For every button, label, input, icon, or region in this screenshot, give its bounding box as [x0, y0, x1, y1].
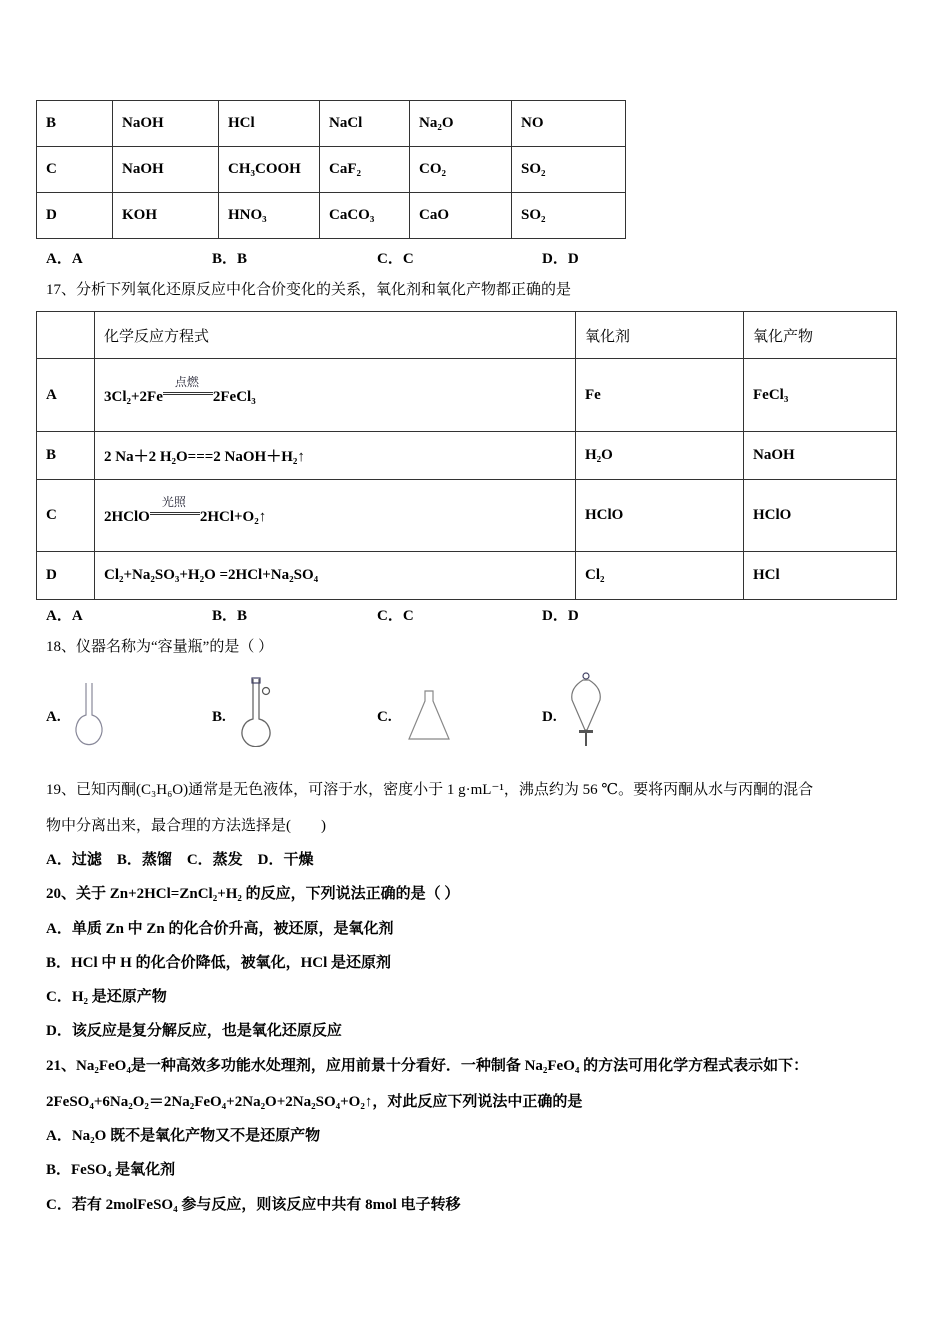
cell: Cl₂ — [576, 552, 744, 600]
round-bottom-flask-icon — [72, 675, 106, 747]
header-cell — [37, 312, 95, 359]
table-row — [37, 193, 626, 239]
equation-cell: 2 Na＋2 H₂O===2 NaOH＋H₂↑ — [95, 432, 576, 480]
cell: NaOH — [744, 432, 897, 480]
cell: Na₂O — [410, 101, 512, 147]
q21-option-a: A．Na₂O 既不是氧化产物又不是还原产物 — [46, 1128, 321, 1144]
reaction-condition — [163, 374, 213, 401]
equation-cell: Cl₂+Na₂SO₃+H₂O =2HCl+Na₂SO₄ — [95, 552, 576, 600]
cell: D — [37, 552, 95, 600]
equation-left: 2HClO — [104, 509, 150, 525]
separatory-funnel-icon — [566, 668, 606, 750]
q20-option-c: C．H₂ 是还原产物 — [46, 989, 167, 1005]
q17-option-a: A．A — [46, 608, 83, 624]
cell: H₂O — [576, 432, 744, 480]
cell: C — [37, 147, 113, 193]
header-cell: 化学反应方程式 — [95, 312, 576, 359]
q19-options: A．过滤 B．蒸馏 C．蒸发 D．干燥 — [46, 852, 314, 868]
q17-option-c: C．C — [377, 608, 414, 624]
table-row — [37, 359, 897, 432]
header-cell: 氧化剂 — [576, 312, 744, 359]
q21-line1: 21、Na₂FeO₄是一种高效多功能水处理剂，应用前景十分看好．一种制备 Na₂FeO₄ 的方法可用化学方程式表示如下： — [46, 1058, 809, 1074]
q17-option-d: D．D — [542, 608, 579, 624]
q20-option-a: A．单质 Zn 中 Zn 的化合价升高，被还原，是氧化剂 — [46, 921, 394, 937]
cell: C — [37, 480, 95, 552]
cell: CaCO₃ — [320, 193, 410, 239]
q18-option-a: A. — [46, 709, 61, 725]
table-row — [37, 480, 897, 552]
table-row — [37, 101, 626, 147]
cell: D — [37, 193, 113, 239]
cell: B — [37, 432, 95, 480]
table-row — [37, 147, 626, 193]
conical-flask-icon — [405, 675, 455, 747]
q16-option-d: D．D — [542, 251, 579, 267]
equation-left: 3Cl₂+2Fe — [104, 388, 163, 405]
q18-stem: 18、仪器名称为“容量瓶”的是（ ） — [46, 639, 274, 655]
q16-option-c: C．C — [377, 251, 414, 267]
q20-option-b: B．HCl 中 H 的化合价降低，被氧化，HCl 是还原剂 — [46, 955, 392, 971]
q18-option-c: C. — [377, 709, 392, 725]
cell: NaOH — [113, 147, 219, 193]
equation-right: 2FeCl₃ — [212, 388, 256, 405]
cell: CaF₂ — [320, 147, 410, 193]
condition-label: 光照 — [161, 495, 186, 509]
equation-right: 2HCl+O₂↑ — [199, 509, 267, 525]
cell: HClO — [744, 480, 897, 552]
cell: Fe — [576, 359, 744, 432]
cell: NaOH — [113, 101, 219, 147]
q18-option-b: B. — [212, 709, 226, 725]
q19-line2: 物中分离出来，最合理的方法选择是( ) — [46, 818, 326, 834]
cell: HClO — [576, 480, 744, 552]
cell: FeCl₃ — [744, 359, 897, 432]
cell: SO₂ — [512, 147, 626, 193]
q16-table — [36, 100, 626, 239]
cell: HCl — [744, 552, 897, 600]
cell: CO₂ — [410, 147, 512, 193]
q18-option-d: D. — [542, 709, 557, 725]
cell: HCl — [219, 101, 320, 147]
cell: CaO — [410, 193, 512, 239]
q17-stem: 17、分析下列氧化还原反应中化合价变化的关系，氧化剂和氧化产物都正确的是 — [46, 282, 572, 298]
equation-cell — [95, 480, 576, 552]
q16-option-a: A．A — [46, 251, 83, 267]
cell: NaCl — [320, 101, 410, 147]
cell: NO — [512, 101, 626, 147]
cell: HNO₃ — [219, 193, 320, 239]
q19-line1: 19、已知丙酮(C₃H₆O)通常是无色液体，可溶于水，密度小于 1 g·mL⁻¹，沸点约为 56 ℃。要将丙酮从水与丙酮的混合 — [46, 782, 814, 798]
table-row — [37, 552, 897, 600]
header-cell: 氧化产物 — [744, 312, 897, 359]
q17-table — [36, 311, 897, 600]
cell: A — [37, 359, 95, 432]
equation-cell — [95, 359, 576, 432]
cell: B — [37, 101, 113, 147]
cell: CH₃COOH — [219, 147, 320, 193]
table-header-row — [37, 312, 897, 359]
cell: SO₂ — [512, 193, 626, 239]
table-row — [37, 432, 897, 480]
condition-label: 点燃 — [174, 374, 199, 389]
q20-option-d: D．该反应是复分解反应，也是氧化还原反应 — [46, 1023, 342, 1039]
q20-stem: 20、关于 Zn+2HCl=ZnCl₂+H₂ 的反应，下列说法正确的是（ ） — [46, 886, 460, 902]
volumetric-flask-icon — [236, 675, 276, 747]
q16-option-b: B．B — [212, 251, 248, 267]
q21-option-b: B．FeSO₄ 是氧化剂 — [46, 1162, 176, 1178]
cell: KOH — [113, 193, 219, 239]
q21-option-c: C．若有 2molFeSO₄ 参与反应，则该反应中共有 8mol 电子转移 — [46, 1197, 461, 1213]
reaction-condition — [150, 495, 200, 521]
q21-line2: 2FeSO₄+6Na₂O₂＝2Na₂FeO₄+2Na₂O+2Na₂SO₄+O₂↑，对此反应下列说法中正确的是 — [46, 1094, 583, 1110]
q17-option-b: B．B — [212, 608, 248, 624]
